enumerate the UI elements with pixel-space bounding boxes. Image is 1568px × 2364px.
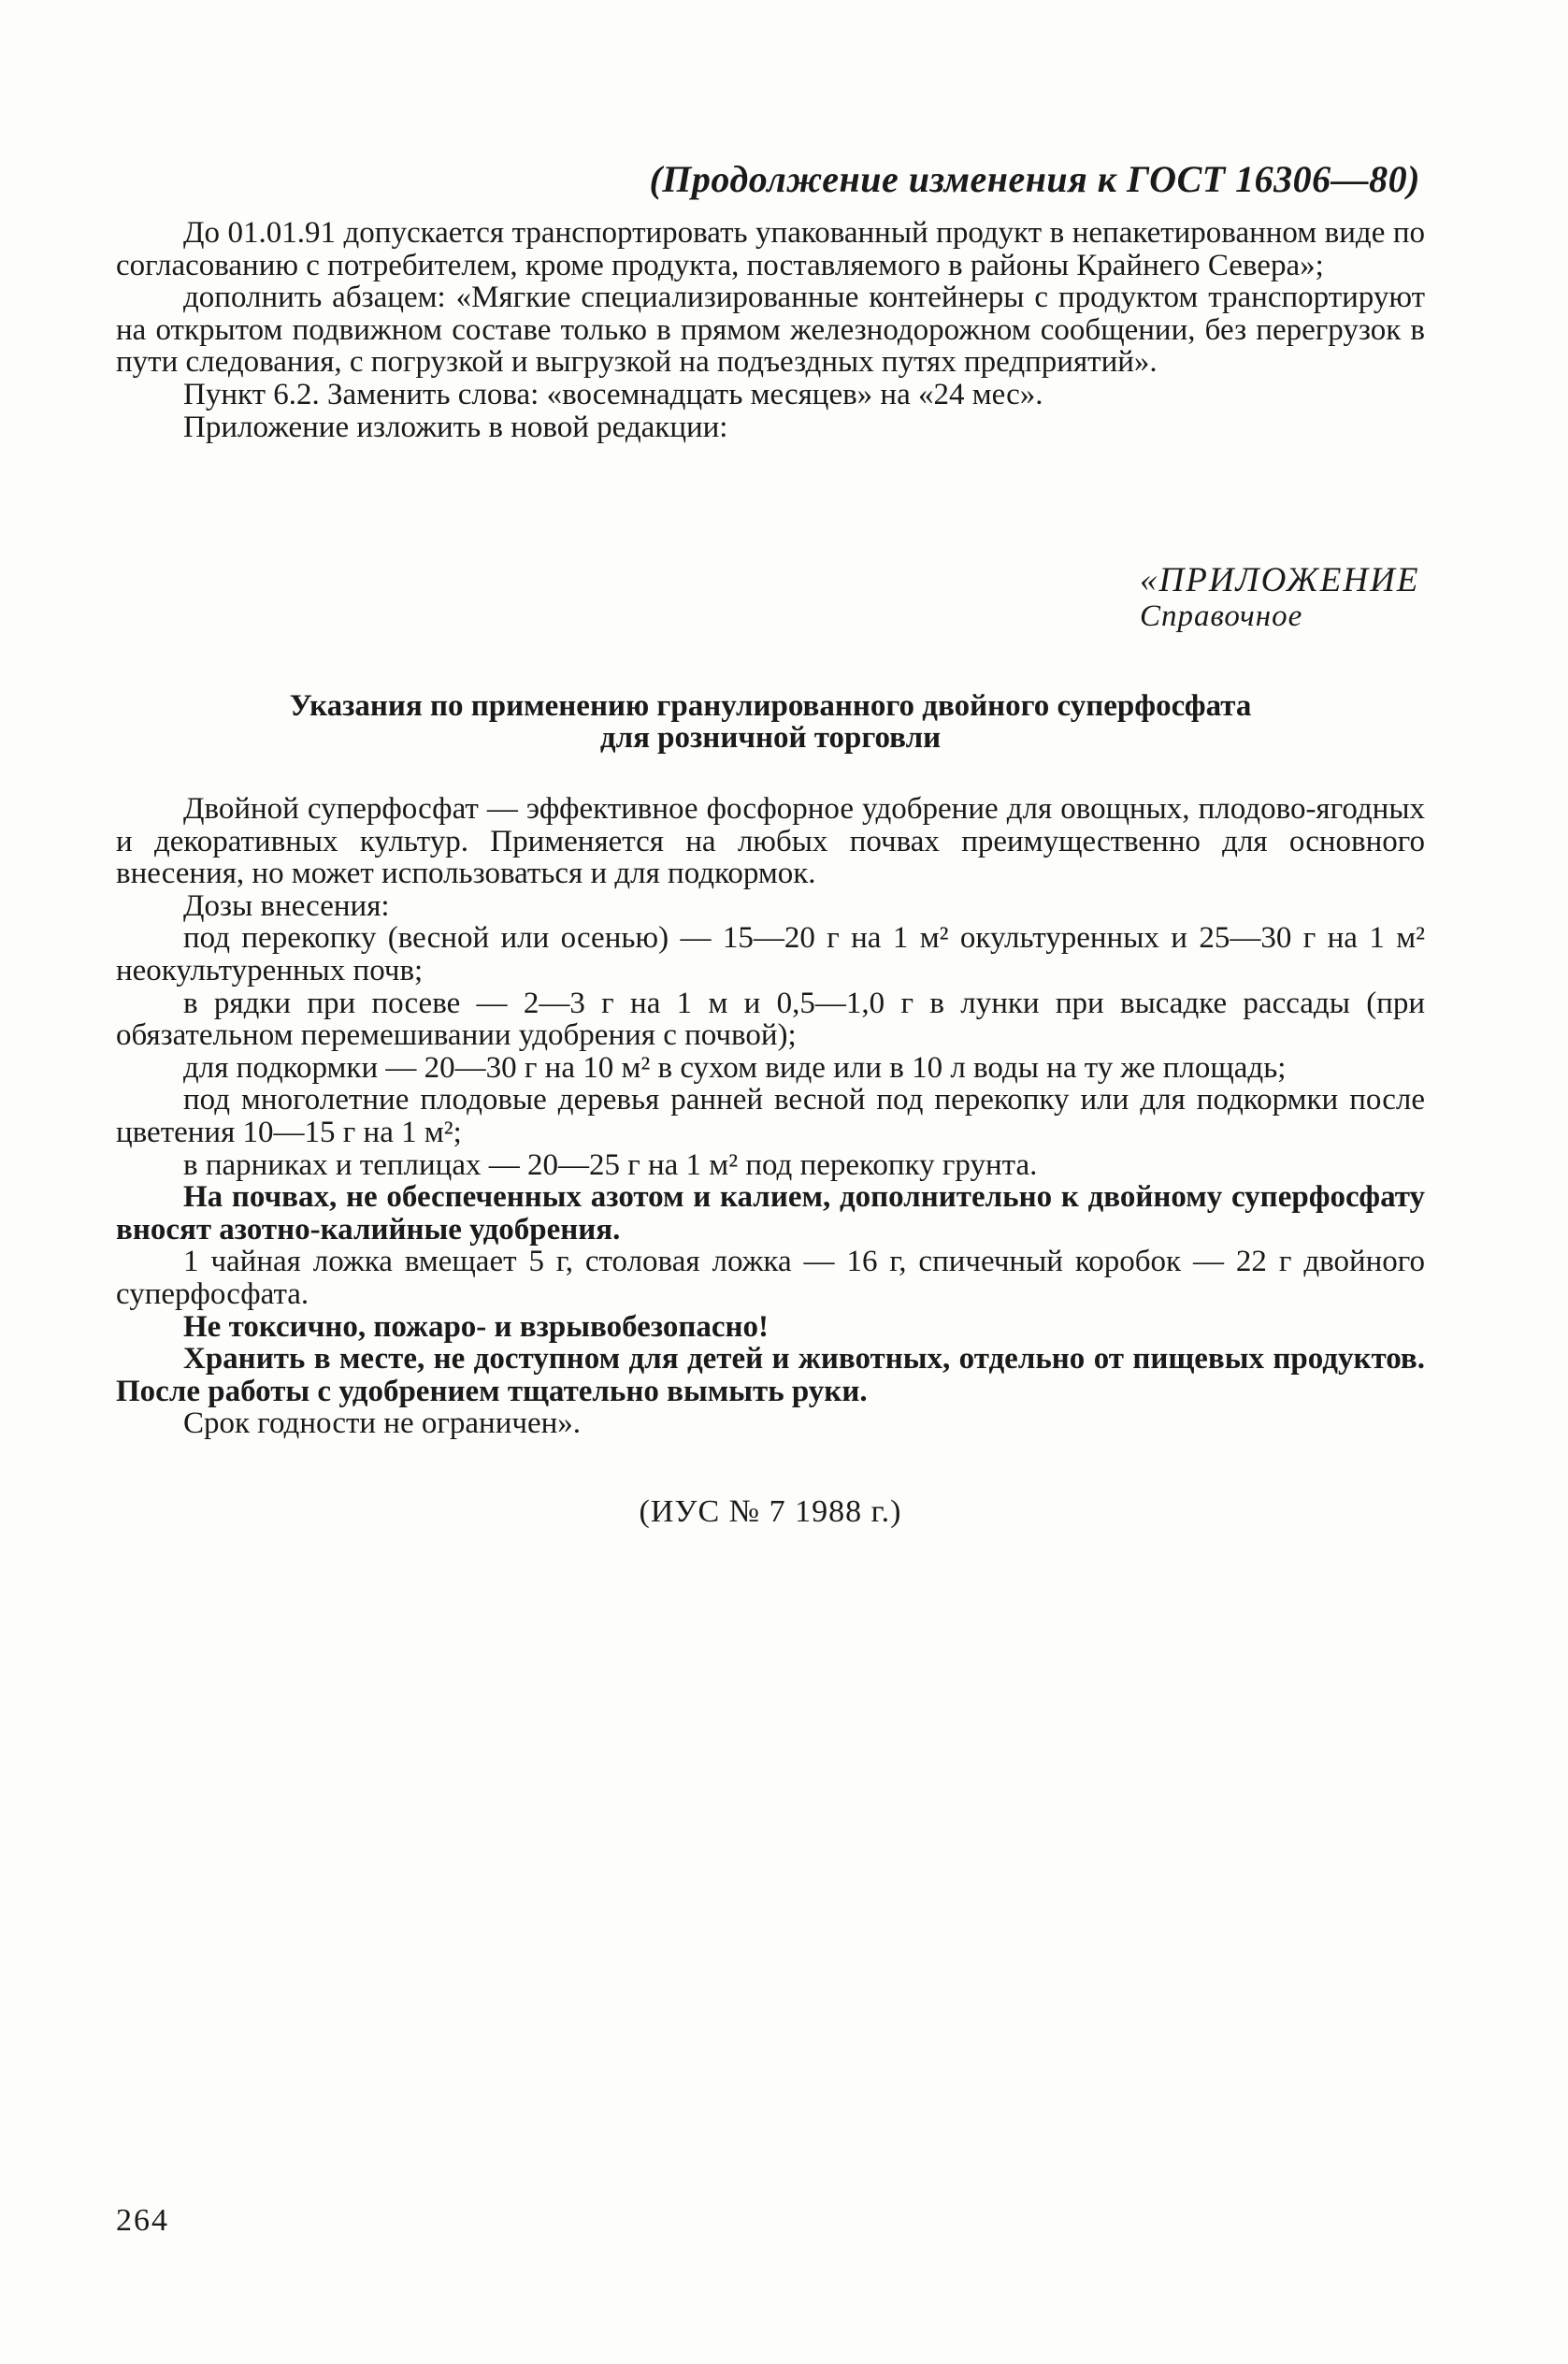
- body-paragraph: На почвах, не обеспеченных азотом и калием, дополнительно к двойному суперфосфату вносят азотно-калийные удобрения.: [116, 1180, 1425, 1247]
- body-paragraph: Хранить в месте, не доступном для детей и животных, отдельно от пищевых продуктов. После работы с удобрением тщательно вымыть руки.: [116, 1342, 1425, 1408]
- body-paragraph: Двойной суперфосфат — эффективное фосфорное удобрение для овощных, плодово-ягодных и декоративных культур. Применяется на любых почвах преимущественно для основного внесения, но может использоваться и для подкормок.: [116, 792, 1425, 891]
- body-paragraph: Не токсично, пожаро- и взрывобезопасно!: [183, 1309, 770, 1344]
- body-paragraph: Дозы внесения:: [183, 888, 390, 923]
- body-paragraph: под перекопку (весной или осенью) — 15—20 г на 1 м² окультуренных и 25—30 г на 1 м² неокультуренных почв;: [116, 921, 1425, 987]
- page-number: 264: [116, 2203, 169, 2238]
- amendment-paragraph: Приложение изложить в новой редакции:: [183, 410, 728, 444]
- amendment-text: [116, 217, 1425, 443]
- appendix-title: «ПРИЛОЖЕНИЕ: [1140, 561, 1420, 599]
- amendment-paragraph: Пункт 6.2. Заменить слова: «восемнадцать месяцев» на «24 мес».: [183, 377, 1043, 411]
- amendment-paragraph: дополнить абзацем: «Мягкие специализированные контейнеры с продуктом транспортируют на открытом подвижном составе только в прямом железнодорожном сообщении, без перегрузок в пути следования, с погрузкой и выгрузкой на подъездных путях предприятий».: [116, 281, 1425, 380]
- continuation-header: (Продолжение изменения к ГОСТ 16306—80): [649, 158, 1420, 200]
- section-title-line: Указания по применению гранулированного двойного суперфосфата: [289, 689, 1252, 723]
- body-paragraph: под многолетние плодовые деревья ранней весной под перекопку или для подкормки после цветения 10—15 г на 1 м²;: [116, 1083, 1425, 1149]
- body-paragraph: для подкормки — 20—30 г на 10 м² в сухом виде или в 10 л воды на ту же площадь;: [183, 1050, 1287, 1085]
- section-title-line: для розничной торговли: [599, 721, 942, 755]
- body-paragraph: Срок годности не ограничен».: [183, 1406, 582, 1441]
- body-paragraph: в парниках и теплицах — 20—25 г на 1 м² под перекопку грунта.: [183, 1147, 1038, 1182]
- appendix-heading: [1140, 563, 1420, 634]
- body-paragraph: в рядки при посеве — 2—3 г на 1 м и 0,5—1,0 г в лунки при высадке рассады (при обязательном перемешивании удобрения с почвой);: [116, 986, 1425, 1053]
- source-reference: (ИУС № 7 1988 г.): [639, 1494, 902, 1529]
- body-paragraph: 1 чайная ложка вмещает 5 г, столовая ложка — 16 г, спичечный коробок — 22 г двойного суперфосфата.: [116, 1245, 1425, 1311]
- appendix-subtitle: Справочное: [1140, 599, 1303, 633]
- amendment-paragraph: До 01.01.91 допускается транспортировать упакованный продукт в непакетированном виде по согласованию с потребителем, кроме продукта, поставляемого в районы Крайнего Севера»;: [116, 216, 1425, 282]
- instructions-text: [116, 793, 1425, 1440]
- section-title: [116, 690, 1425, 754]
